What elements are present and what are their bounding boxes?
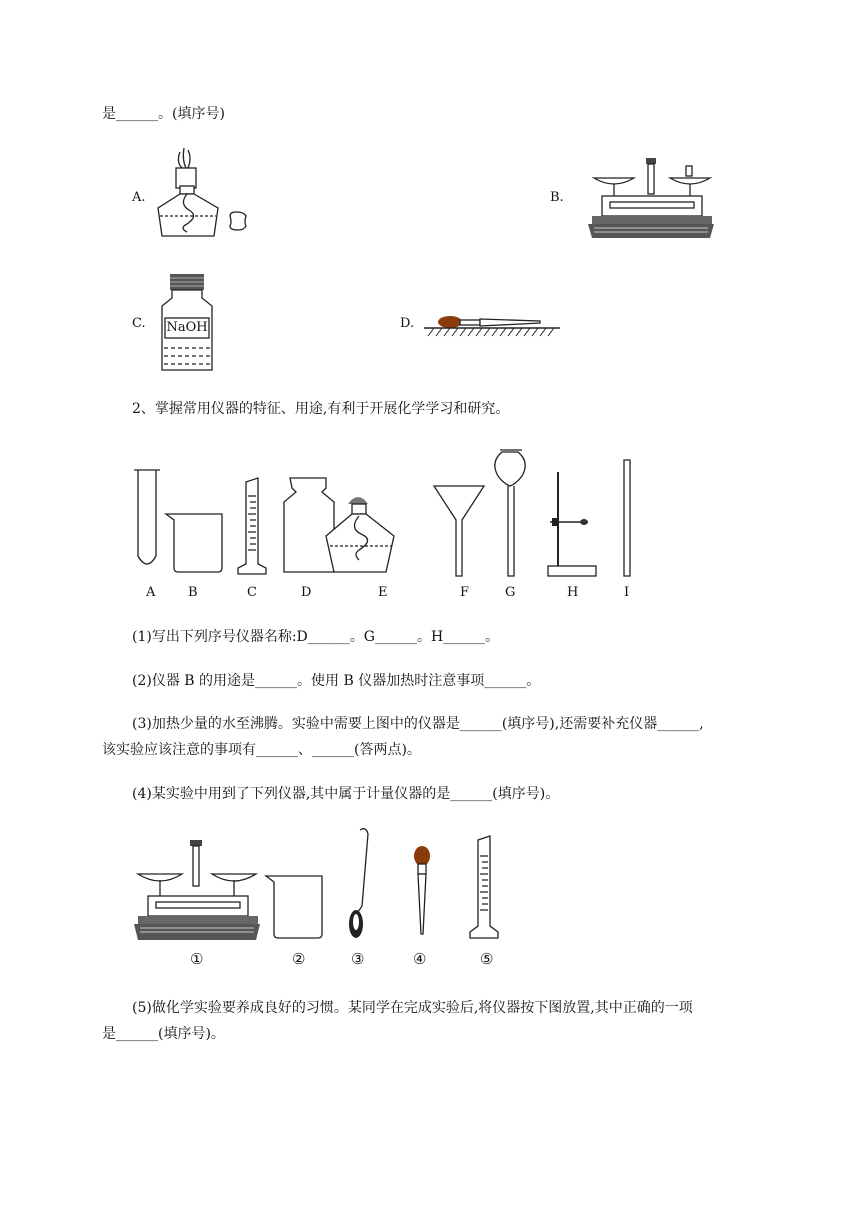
q2-intro: 2、掌握常用仪器的特征、用途,有利于开展化学学习和研究。 [132, 401, 510, 417]
dropper-icon [414, 846, 430, 934]
dropping-funnel-icon [495, 450, 525, 576]
apparatus-row [130, 446, 640, 578]
apparatus-label-f: F [460, 585, 470, 600]
measure-label-2: ② [292, 950, 306, 968]
alcohol-lamp-capped-icon [326, 497, 394, 572]
graduated-cylinder-icon [238, 478, 266, 574]
q2-sub4: (4)某实验中用到了下列仪器,其中属于计量仪器的是______(填序号)。 [132, 786, 560, 802]
apparatus-label-i: I [624, 585, 630, 600]
option-c-label: C. [132, 316, 146, 331]
q2-sub5-line1: (5)做化学实验要养成良好的习惯。某同学在完成实验后,将仪器按下图放置,其中正确的一项 [132, 1000, 693, 1016]
measure-label-5: ⑤ [480, 950, 494, 968]
apparatus-label-c: C [247, 585, 257, 600]
iron-stand-icon [548, 472, 596, 576]
beaker-icon-2 [266, 876, 322, 938]
beaker-icon [166, 514, 222, 572]
wide-mouth-bottle-icon [284, 478, 334, 572]
q1-line-end: 是______。(填序号) [102, 106, 225, 122]
measure-label-3: ③ [351, 950, 365, 968]
bottle-label: NaOH [166, 320, 208, 335]
q2-sub5-line2: 是______(填序号)。 [102, 1026, 225, 1042]
measure-label-1: ① [190, 950, 204, 968]
apparatus-label-d: D [301, 585, 312, 600]
q2-sub1: (1)写出下列序号仪器名称:D______。G______。H______。 [132, 629, 500, 645]
medicine-spoon-icon [349, 829, 368, 938]
glass-rod-icon [624, 460, 630, 576]
apparatus-label-h: H [567, 585, 579, 600]
option-a-label: A. [132, 190, 146, 205]
balance-icon [588, 156, 714, 240]
apparatus-label-e: E [378, 585, 388, 600]
dropper-on-table-icon [424, 312, 560, 338]
measuring-instruments-row [132, 826, 502, 944]
apparatus-label-a: A [146, 585, 156, 600]
funnel-icon [434, 486, 484, 576]
q2-sub2: (2)仪器 B 的用途是______。使用 B 仪器加热时注意事项______。 [132, 673, 541, 689]
option-b-label: B. [550, 190, 564, 205]
q2-sub3-line1: (3)加热少量的水至沸腾。实验中需要上图中的仪器是______(填序号),还需要补充仪器______, [132, 716, 704, 732]
measure-label-4: ④ [413, 950, 427, 968]
option-d-label: D. [400, 316, 415, 331]
test-tube-icon [134, 470, 160, 564]
balance-icon-2 [134, 840, 260, 940]
apparatus-label-b: B [188, 585, 198, 600]
graduated-cylinder-icon-2 [470, 836, 498, 938]
apparatus-label-g: G [505, 585, 516, 600]
q2-sub3-line2: 该实验应该注意的事项有______、______(答两点)。 [102, 742, 421, 758]
alcohol-lamp-icon [150, 146, 250, 238]
